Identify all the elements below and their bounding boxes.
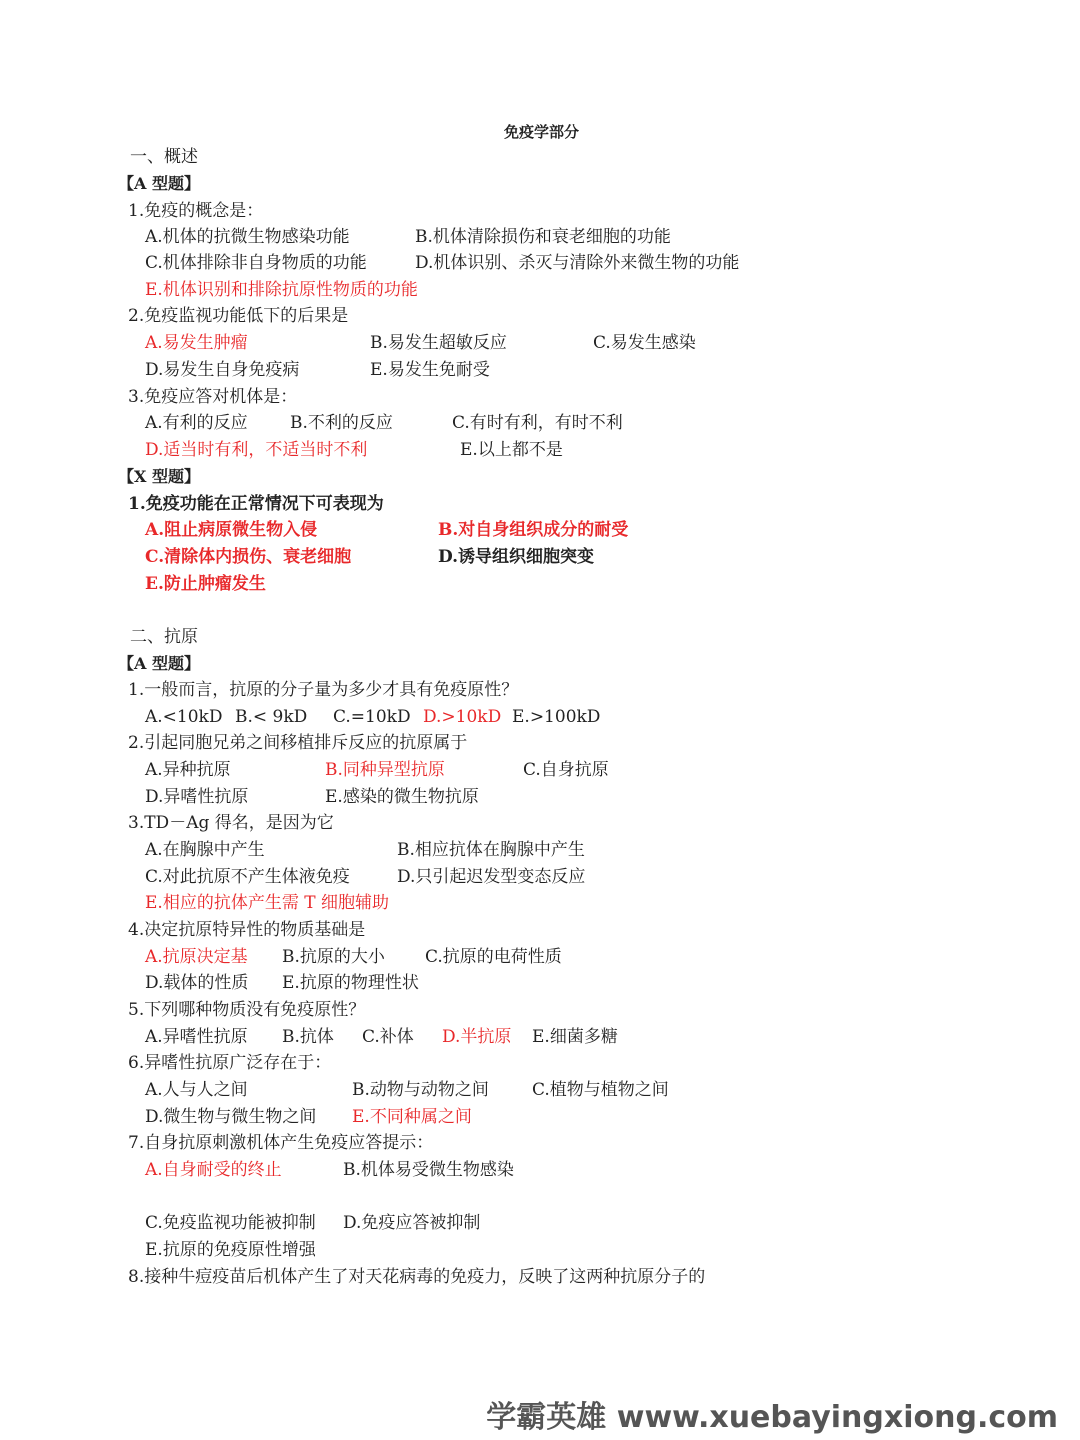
option: C.易发生感染 <box>593 333 696 353</box>
option: D.易发生自身免疫病 <box>145 360 300 380</box>
question-stem: 6.异嗜性抗原广泛存在于： <box>128 1053 332 1073</box>
option: A.异嗜性抗原 <box>145 1027 248 1047</box>
option: D.诱导组织细胞突变 <box>438 547 595 567</box>
option: E.易发生免耐受 <box>370 360 490 380</box>
option: C.补体 <box>362 1027 414 1047</box>
option: A.人与人之间 <box>145 1080 248 1100</box>
question-stem: 1.免疫的概念是： <box>128 201 264 221</box>
option-letter: D.>10kD <box>423 707 502 727</box>
option: D.微生物与微生物之间 <box>145 1107 317 1127</box>
option: C.有时有利，有时不利 <box>452 413 623 433</box>
correct-option: A.自身耐受的终止 <box>145 1160 282 1180</box>
correct-option: E.防止肿瘤发生 <box>145 574 266 594</box>
option: B.抗原的大小 <box>282 947 385 967</box>
correct-option: A.易发生肿瘤 <box>145 333 248 353</box>
question-type-header: 【X 型题】 <box>118 467 200 486</box>
option: E.感染的微生物抗原 <box>325 787 479 807</box>
correct-option: E.相应的抗体产生需 T 细胞辅助 <box>145 893 389 913</box>
correct-option: A.抗原决定基 <box>145 947 248 967</box>
option: B.机体易受微生物感染 <box>343 1160 514 1180</box>
watermark: 学霸英雄 www.xuebayingxiong.com <box>486 1400 1058 1435</box>
correct-option: E.不同种属之间 <box>352 1107 472 1127</box>
option: D.机体识别、杀灭与清除外来微生物的功能 <box>415 253 740 273</box>
option: A.机体的抗微生物感染功能 <box>145 227 350 247</box>
question-stem: 4.决定抗原特异性的物质基础是 <box>128 920 366 940</box>
option: B.机体清除损伤和衰老细胞的功能 <box>415 227 671 247</box>
option: C.免疫监视功能被抑制 <box>145 1213 316 1233</box>
option: A.异种抗原 <box>145 760 231 780</box>
option: B.动物与动物之间 <box>352 1080 489 1100</box>
question-stem: 5.下列哪种物质没有免疫原性？ <box>128 1000 366 1020</box>
question-stem: 2.免疫监视功能低下的后果是 <box>128 306 349 326</box>
question-type-header: 【A 型题】 <box>118 174 200 193</box>
option: C.对此抗原不产生体液免疫 <box>145 867 350 887</box>
option: E.细菌多糖 <box>532 1027 618 1047</box>
option: D.载体的性质 <box>145 973 249 993</box>
correct-option: E.机体识别和排除抗原性物质的功能 <box>145 280 418 300</box>
page-title: 免疫学部分 <box>504 123 580 141</box>
option: B.不利的反应 <box>290 413 393 433</box>
question-type-header: 【A 型题】 <box>118 654 200 673</box>
option: B.易发生超敏反应 <box>370 333 507 353</box>
correct-option: C.清除体内损伤、衰老细胞 <box>145 547 352 567</box>
option: A.<10kD <box>145 707 223 727</box>
option: C.自身抗原 <box>523 760 609 780</box>
option: E.抗原的免疫原性增强 <box>145 1240 316 1260</box>
option: D.只引起迟发型变态反应 <box>397 867 586 887</box>
correct-option: B.对自身组织成分的耐受 <box>438 520 629 540</box>
option: A.在胸腺中产生 <box>145 840 265 860</box>
option: C.=10kD <box>333 707 411 727</box>
section-heading: 二、抗原 <box>130 627 198 647</box>
option: E.抗原的物理性状 <box>282 973 419 993</box>
question-stem: 1.免疫功能在正常情况下可表现为 <box>128 494 384 514</box>
option: B.相应抗体在胸腺中产生 <box>397 840 585 860</box>
option: C.抗原的电荷性质 <box>425 947 562 967</box>
option: B.< 9kD <box>235 707 308 727</box>
correct-option: A.阻止病原微生物入侵 <box>145 520 318 540</box>
option: D.免疫应答被抑制 <box>343 1213 481 1233</box>
option: A.有利的反应 <box>145 413 248 433</box>
correct-option: D.半抗原 <box>442 1027 512 1047</box>
option: E.>100kD <box>512 707 601 727</box>
option: B.抗体 <box>282 1027 334 1047</box>
option: D.异嗜性抗原 <box>145 787 249 807</box>
correct-option <box>423 705 501 729</box>
question-stem: 3.免疫应答对机体是： <box>128 387 298 407</box>
section-heading: 一、概述 <box>130 147 198 167</box>
option: E.以上都不是 <box>460 440 563 460</box>
option: C.植物与植物之间 <box>532 1080 669 1100</box>
correct-option: B.同种异型抗原 <box>325 760 445 780</box>
correct-option: D.适当时有利，不适当时不利 <box>145 440 368 460</box>
question-stem: 1.一般而言，抗原的分子量为多少才具有免疫原性？ <box>128 680 519 700</box>
question-stem: 8.接种牛痘疫苗后机体产生了对天花病毒的免疫力，反映了这两种抗原分子的 <box>128 1267 706 1287</box>
option: C.机体排除非自身物质的功能 <box>145 253 367 273</box>
question-stem: 2.引起同胞兄弟之间移植排斥反应的抗原属于 <box>128 733 468 753</box>
question-stem: 3.TD－Ag 得名，是因为它 <box>128 813 334 833</box>
question-stem: 7.自身抗原刺激机体产生免疫应答提示： <box>128 1133 434 1153</box>
